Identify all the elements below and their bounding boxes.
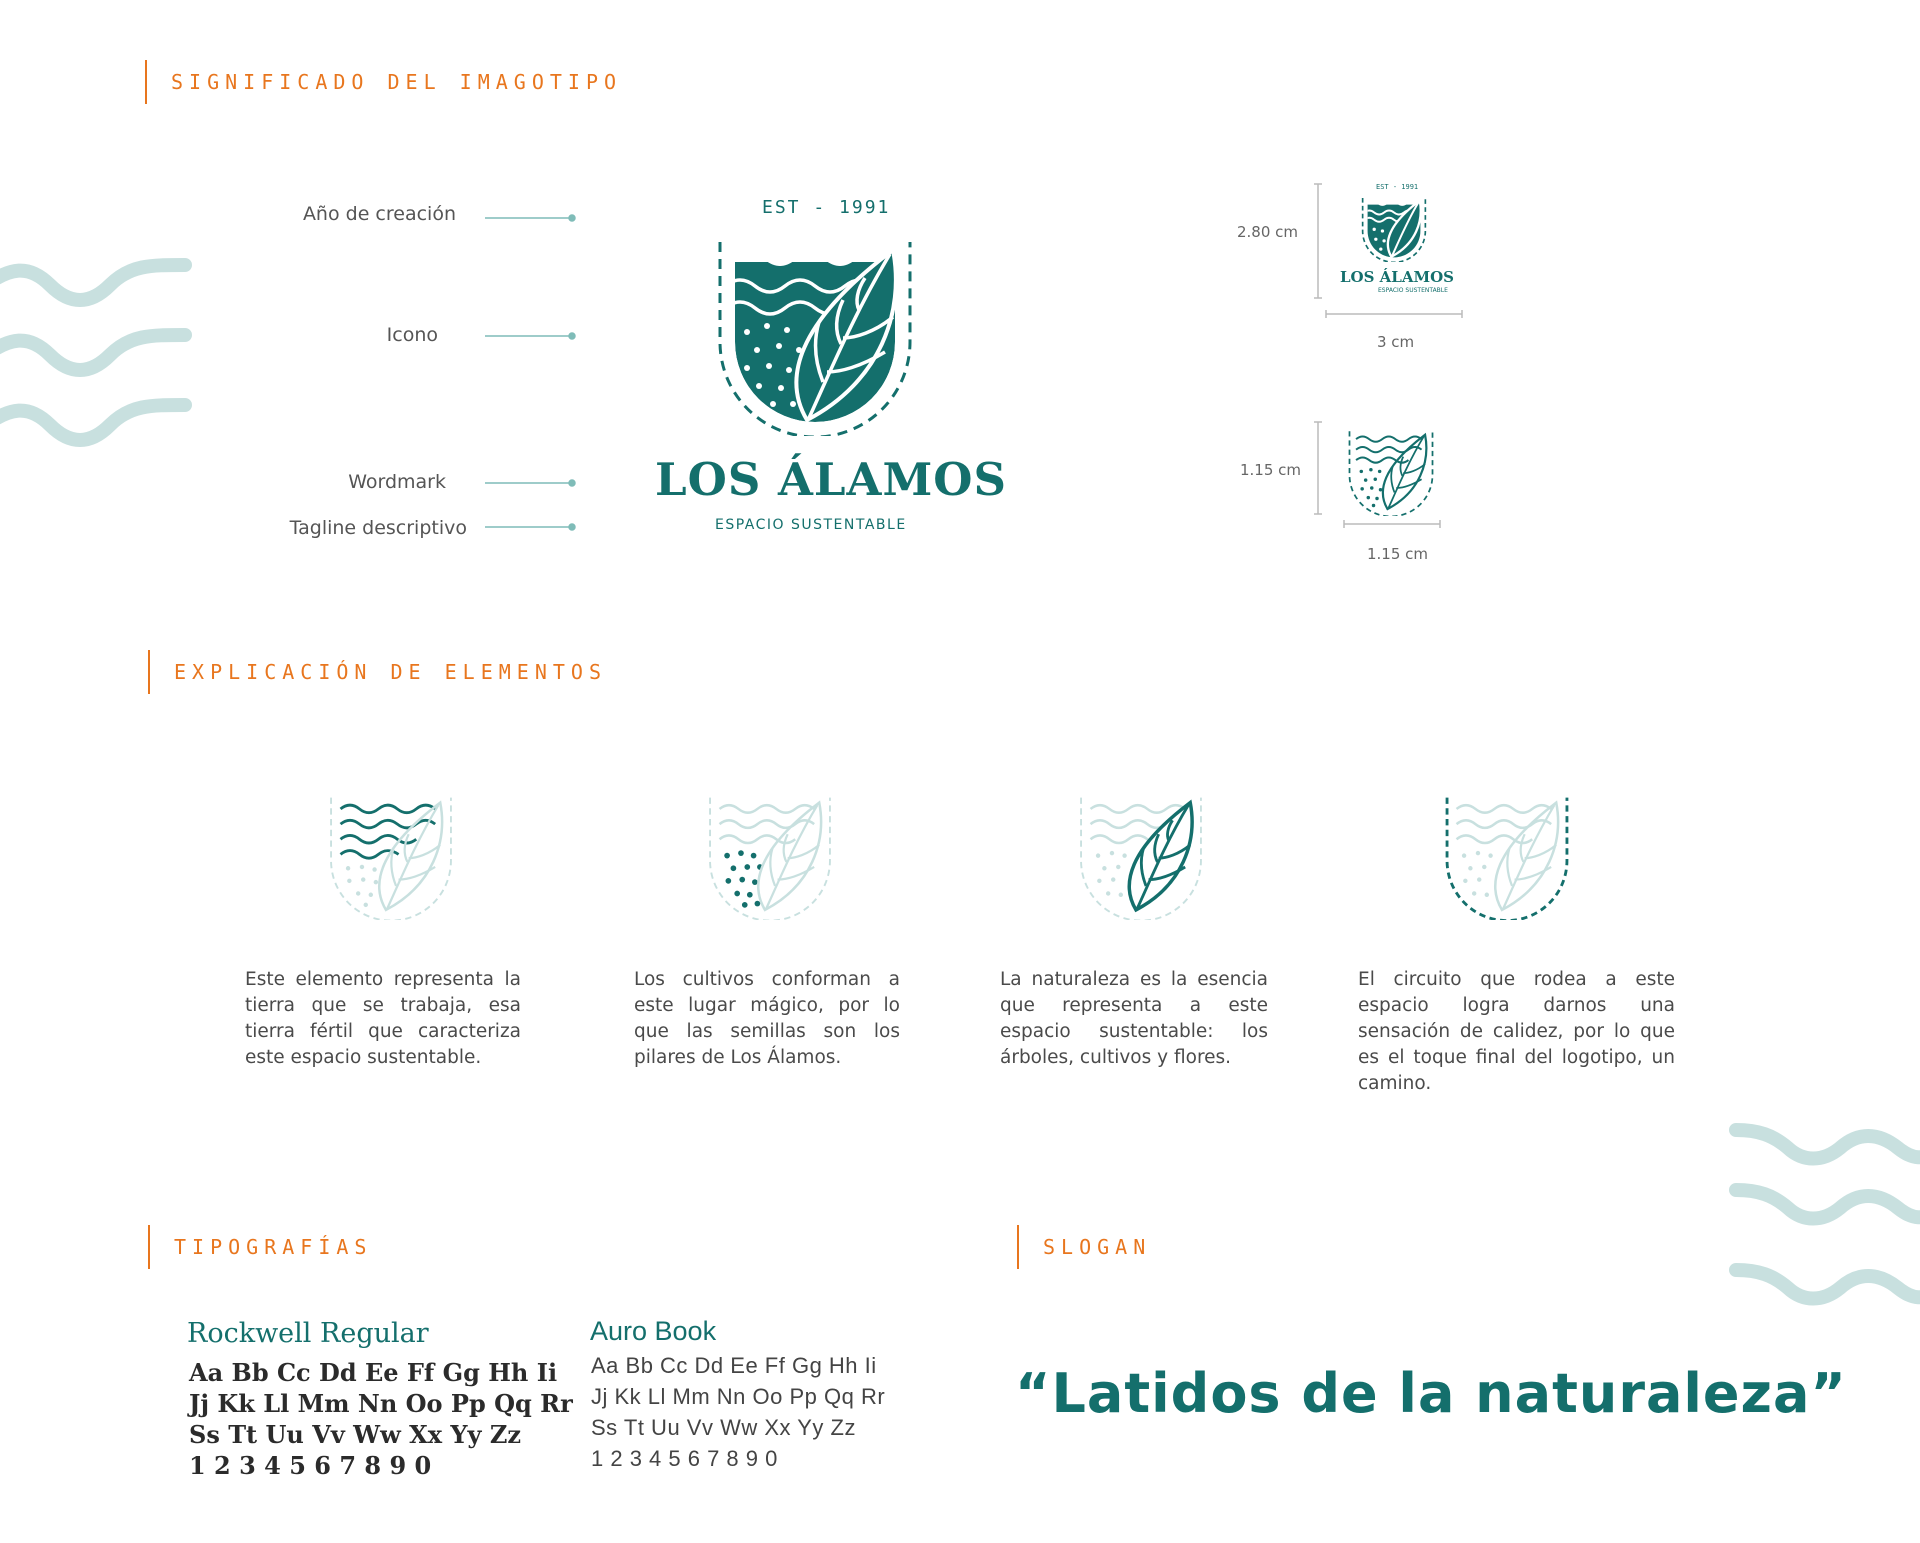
element-seeds-description: Los cultivos conforman a este lugar mágico, por lo que las semillas son los pilares de Los Álamos. — [634, 969, 900, 1068]
font-auro-line-2: Jj Kk Ll Mm Nn Oo Pp Qq Rr — [591, 1384, 886, 1409]
section-title-typography: TIPOGRAFÍAS — [148, 1225, 372, 1269]
logo-tagline: ESPACIO SUSTENTABLE — [715, 517, 907, 533]
font-auro-line-3: Ss Tt Uu Vv Ww Xx Yy Zz — [591, 1415, 856, 1440]
font-rockwell-line-3: Ss Tt Uu Vv Ww Xx Yy Zz — [189, 1420, 521, 1449]
logo-wordmark: LOS ÁLAMOS — [655, 453, 1007, 506]
tiny-logo-shield-icon — [1346, 426, 1436, 516]
slogan-text: “Latidos de la naturaleza” — [1015, 1362, 1847, 1425]
callout-year-label: Año de creación — [302, 203, 456, 225]
element-circuit-icon — [1442, 790, 1572, 920]
font-rockwell-line-1: Aa Bb Cc Dd Ee Ff Gg Hh Ii — [189, 1358, 558, 1387]
small-logo-tagline: ESPACIO SUSTENTABLE — [1378, 287, 1448, 294]
callout-icon-label: Icono — [386, 324, 438, 346]
element-nature-description: La naturaleza es la esencia que representa a este espacio sustentable: los árboles, cultivos y flores. — [1000, 969, 1268, 1068]
font-rockwell-line-2: Jj Kk Ll Mm Nn Oo Pp Qq Rr — [189, 1389, 573, 1418]
element-land-icon — [326, 790, 456, 920]
section-title-slogan: SLOGAN — [1017, 1225, 1151, 1269]
font-rockwell-line-4: 1 2 3 4 5 6 7 8 9 0 — [189, 1451, 432, 1480]
size-large-width-bracket — [1324, 308, 1464, 320]
element-nature-leaf-icon — [1076, 790, 1206, 920]
size-small-width: 1.15 cm — [1367, 545, 1429, 563]
section-title-elements: EXPLICACIÓN DE ELEMENTOS — [148, 650, 607, 694]
element-circuit-description: El circuito que rodea a este espacio logra darnos una sensación de calidez, por lo que es el toque final del logotipo, un camino. — [1358, 969, 1675, 1094]
callout-wordmark-label: Wordmark — [348, 471, 446, 493]
font-rockwell-name: Rockwell Regular — [187, 1318, 429, 1349]
callout-leader-lines — [480, 200, 580, 540]
small-logo-est: EST - 1991 — [1376, 183, 1419, 191]
element-seeds-icon — [705, 790, 835, 920]
callout-tagline-label: Tagline descriptivo — [289, 517, 467, 539]
logo-est-year: EST - 1991 — [762, 197, 891, 218]
size-small-height-bracket — [1312, 420, 1324, 516]
font-auro-name: Auro Book — [590, 1316, 717, 1346]
decorative-waves-right — [1728, 1110, 1920, 1310]
section-title-meaning: SIGNIFICADO DEL IMAGOTIPO — [145, 60, 622, 104]
font-auro-specimen — [591, 1350, 885, 1474]
element-land-description: Este elemento representa la tierra que se trabaja, esa tierra fértil que caracteriza este espacio sustentable. — [245, 969, 521, 1068]
small-logo-wordmark: LOS ÁLAMOS — [1340, 268, 1454, 286]
font-auro-line-4: 1 2 3 4 5 6 7 8 9 0 — [591, 1446, 778, 1471]
small-logo-shield-icon — [1360, 194, 1428, 262]
size-small-width-bracket — [1342, 518, 1442, 530]
font-rockwell-specimen — [189, 1357, 573, 1481]
decorative-waves-left — [0, 250, 200, 450]
logo-shield-icon — [713, 230, 917, 436]
size-large-height-bracket — [1312, 182, 1324, 300]
font-auro-line-1: Aa Bb Cc Dd Ee Ff Gg Hh Ii — [591, 1353, 877, 1378]
size-large-width: 3 cm — [1377, 333, 1415, 351]
size-large-height: 2.80 cm — [1237, 223, 1299, 241]
size-small-height: 1.15 cm — [1240, 461, 1302, 479]
